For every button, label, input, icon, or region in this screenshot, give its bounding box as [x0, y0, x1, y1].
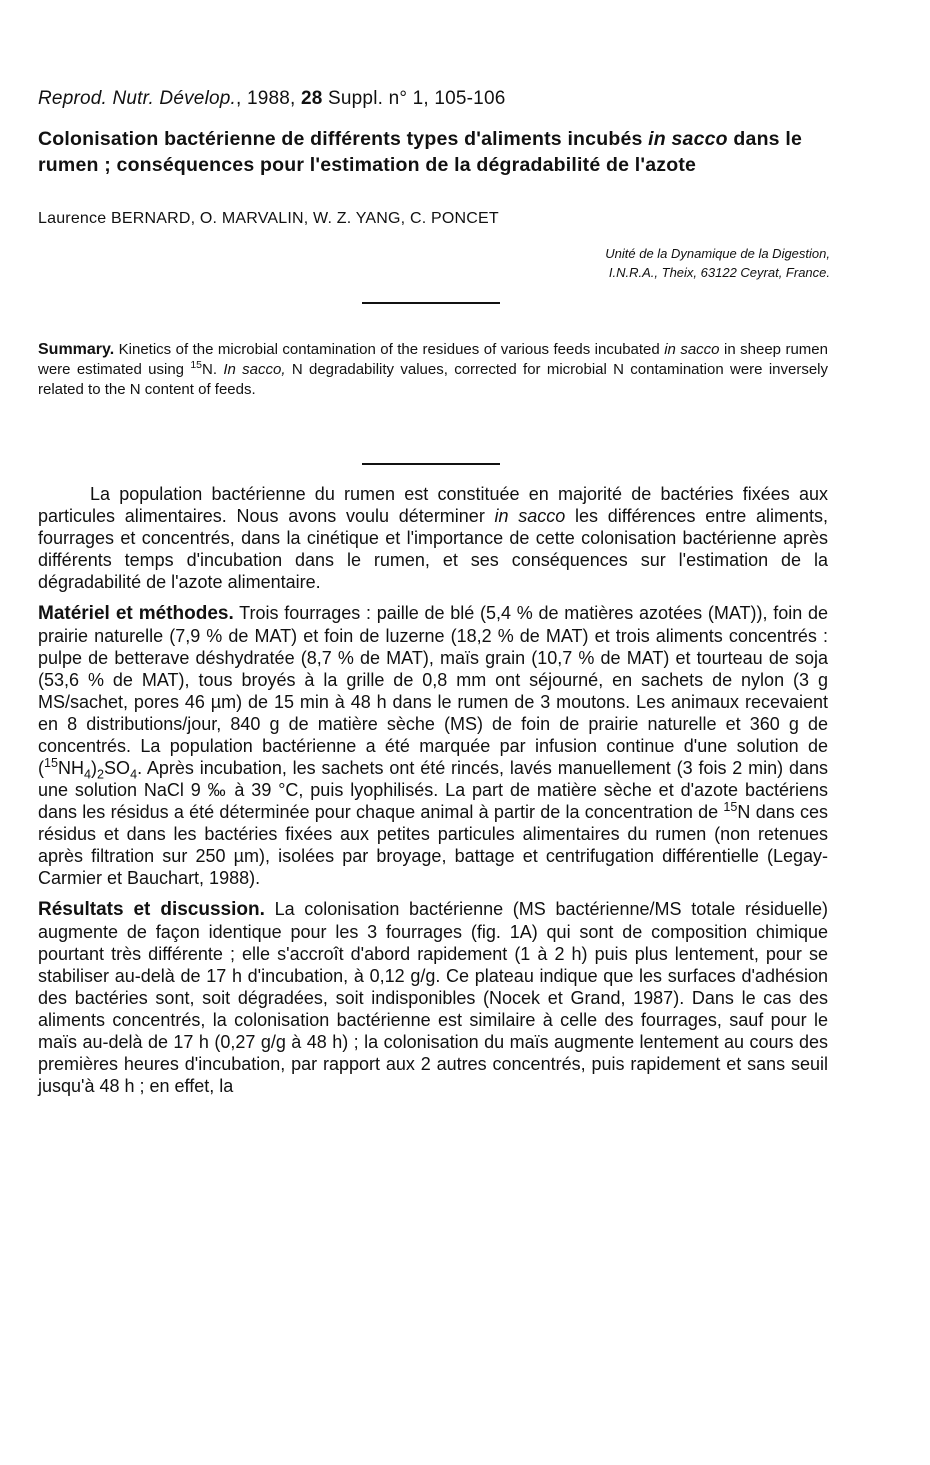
affiliation: [410, 244, 830, 282]
journal-citation: [38, 88, 505, 110]
article-body: [38, 483, 828, 1106]
summary-paragraph: Summary. Kinetics of the microbial contamination of the residues of various feeds incubated in sacco in sheep rumen were estimated using $^{15}$N. In sacco, N degradability values, corrected for microbial N contamination were inversely related to the N content of feeds.: [38, 341, 829, 398]
separator-rule-bottom: [362, 463, 500, 465]
journal-year: , 1988,: [236, 88, 301, 109]
affiliation-line-2: I.N.R.A., Theix, 63122 Ceyrat, France.: [608, 265, 830, 280]
results-paragraph: Résultats et discussion. La colonisation bactérienne (MS bactérienne/MS totale résiduelle) augmente de façon identique pour les 3 fourrages (fig. 1A) qui sont de composition chimique pourtant très différente ; elle s'accroît d'abord rapidement (1 à 2 h) puis plus lentement, pour se stabiliser au-delà de 17 h d'incubation, à 0,12 g/g. Ce plateau indique que les surfaces d'adhésion des bactéries sont, soit dégradées, soit indisponibles (Nocek et Grand, 1987). Dans le cas des aliments concentrés, la colonisation bactérienne est similaire à celle des fourrages, sauf pour le maïs au-delà de 17 h (0,27 g/g à 48 h) ; la colonisation du maïs augmente lentement au cours des premières heures d'incubation, par rapport aux 2 autres concentrés, puis rapidement et sans seuil jusqu'à 48 h ; en effet, la: [38, 899, 828, 1096]
methods-paragraph: Matériel et méthodes. Trois fourrages : paille de blé (5,4 % de matières azotées (MAT)), foin de prairie naturelle (7,9 % de MAT) et foin de luzerne (18,2 % de MAT) et trois aliments concentrés : pulpe de betterave déshydratée (8,7 % de MAT), maïs grain (10,7 % de MAT) et tourteau de soja (53,6 % de MAT), tous broyés à la grille de 0,8 mm ont séjourné, en sachets de nylon (3 g MS/sachet, pores 46 µm) de 15 min à 48 h dans le rumen de 3 moutons. Les animaux recevaient en 8 distributions/jour, 840 g de matière sèche (MS) de foin de prairie naturelle et 360 g de concentrés. La population bactérienne a été marquée par infusion continue d'une solution de $(^{15}NH_4)_2SO_4$. Après incubation, les sachets ont été rincés, lavés manuellement (3 fois 2 min) dans une solution NaCl 9 ‰ à 39 °C, puis lyophilisés. La part de matière sèche et d'azote bactériens dans les résidus a été déterminée pour chaque animal à partir de la concentration de $^{15}$N dans ces résidus et dans les bactéries fixées aux petites particules alimentaires du rumen (non retenues après filtration sur 250 µm), isolées par broyage, battage et centrifugation différentielle (Legay-Carmier et Bauchart, 1988).: [38, 603, 828, 888]
results-heading: Résultats et discussion.: [38, 899, 265, 920]
article-title: Colonisation bactérienne de différents types d'aliments incubés in sacco dans le rumen ; conséquences pour l'estimation de la dégradabilité de l'azote: [38, 128, 803, 176]
authors: Laurence BERNARD, O. MARVALIN, W. Z. YANG, C. PONCET: [38, 210, 499, 227]
journal-pages: Suppl. n° 1, 105-106: [322, 88, 506, 109]
methods-heading: Matériel et méthodes.: [38, 603, 234, 624]
intro-paragraph: La population bactérienne du rumen est constituée en majorité de bactéries fixées aux particules alimentaires. Nous avons voulu déterminer in sacco les différences entre aliments, fourrages et concentrés, dans la cinétique et l'importance de cette colonisation bactérienne après différents temps d'incubation dans le rumen, et ses conséquences sur l'estimation de la dégradabilité de l'azote alimentaire.: [38, 484, 828, 592]
journal-volume: 28: [301, 88, 323, 109]
summary-label: Summary.: [38, 341, 115, 358]
affiliation-line-1: Unité de la Dynamique de la Digestion,: [605, 246, 830, 261]
journal-name: Reprod. Nutr. Dévelop.: [38, 88, 237, 109]
separator-rule-top: [362, 302, 500, 304]
